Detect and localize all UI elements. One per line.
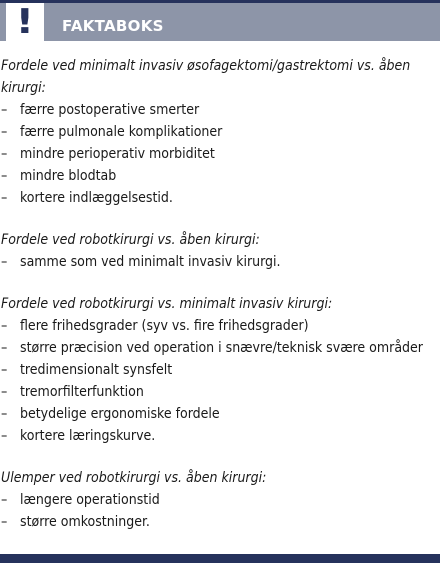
list-item-text: tremorfilterfunktion (20, 384, 144, 400)
list-item (0, 165, 440, 187)
dash-bullet: – (1, 124, 8, 140)
section-title: Ulemper ved robotkirurgi vs. åben kirurgi: (1, 470, 267, 486)
list-item (0, 251, 440, 273)
list-item-text: mindre perioperativ morbiditet (20, 146, 215, 162)
section-title: Fordele ved robotkirurgi vs. åben kirurgi: (1, 232, 260, 248)
list-item (0, 143, 440, 165)
list-item-text: kortere læringskurve. (20, 428, 156, 444)
list-item-text: større præcision ved operation i snævre/teknisk svære områder (20, 340, 423, 356)
dash-bullet: – (1, 146, 8, 162)
section-disadvantages-robot-vs-open (0, 467, 440, 533)
section-title: Fordele ved robotkirurgi vs. minimalt invasiv kirurgi: (1, 296, 333, 312)
list-item (0, 187, 440, 209)
list-item-text: samme som ved minimalt invasiv kirurgi. (20, 254, 281, 270)
factbox-header (0, 3, 440, 41)
list-item-text: færre pulmonale komplikationer (20, 124, 223, 140)
dash-bullet: – (1, 406, 8, 422)
list-item-text: kortere indlæggelsestid. (20, 190, 173, 206)
list-item (0, 511, 440, 533)
list-item (0, 337, 440, 359)
list-item-text: mindre blodtab (20, 168, 117, 184)
list-item-text: færre postoperative smerter (20, 102, 200, 118)
dash-bullet: – (1, 514, 8, 530)
exclamation-icon-box (6, 3, 44, 41)
list-item-text: betydelige ergonomiske fordele (20, 406, 220, 422)
list-item (0, 315, 440, 337)
section-robot-vs-minimal-invasive (0, 293, 440, 447)
list-item-text: tredimensionalt synsfelt (20, 362, 173, 378)
list-item (0, 403, 440, 425)
list-item-text: større omkostninger. (20, 514, 150, 530)
factbox-content (0, 55, 440, 553)
dash-bullet: – (1, 428, 8, 444)
list-item-text: flere frihedsgrader (syv vs. fire frihedsgrader) (20, 318, 309, 334)
list-item (0, 381, 440, 403)
section-robot-vs-open (0, 229, 440, 273)
list-item (0, 425, 440, 447)
list-item (0, 99, 440, 121)
dash-bullet: – (1, 492, 8, 508)
dash-bullet: – (1, 362, 8, 378)
dash-bullet: – (1, 318, 8, 334)
list-item (0, 359, 440, 381)
list-item-text: længere operationstid (20, 492, 160, 508)
dash-bullet: – (1, 254, 8, 270)
section-title: Fordele ved minimalt invasiv øsofagektomi/gastrektomi vs. åben kirurgi: (1, 58, 411, 96)
list-item (0, 121, 440, 143)
dash-bullet: – (1, 102, 8, 118)
dash-bullet: – (1, 190, 8, 206)
dash-bullet: – (1, 384, 8, 400)
dash-bullet: – (1, 168, 8, 184)
dash-bullet: – (1, 340, 8, 356)
list-item (0, 489, 440, 511)
exclamation-icon: ! (15, 2, 35, 42)
factbox-title: FAKTABOKS (62, 17, 164, 35)
bottom-rule (0, 554, 440, 563)
section-minimal-invasive-vs-open (0, 55, 440, 209)
